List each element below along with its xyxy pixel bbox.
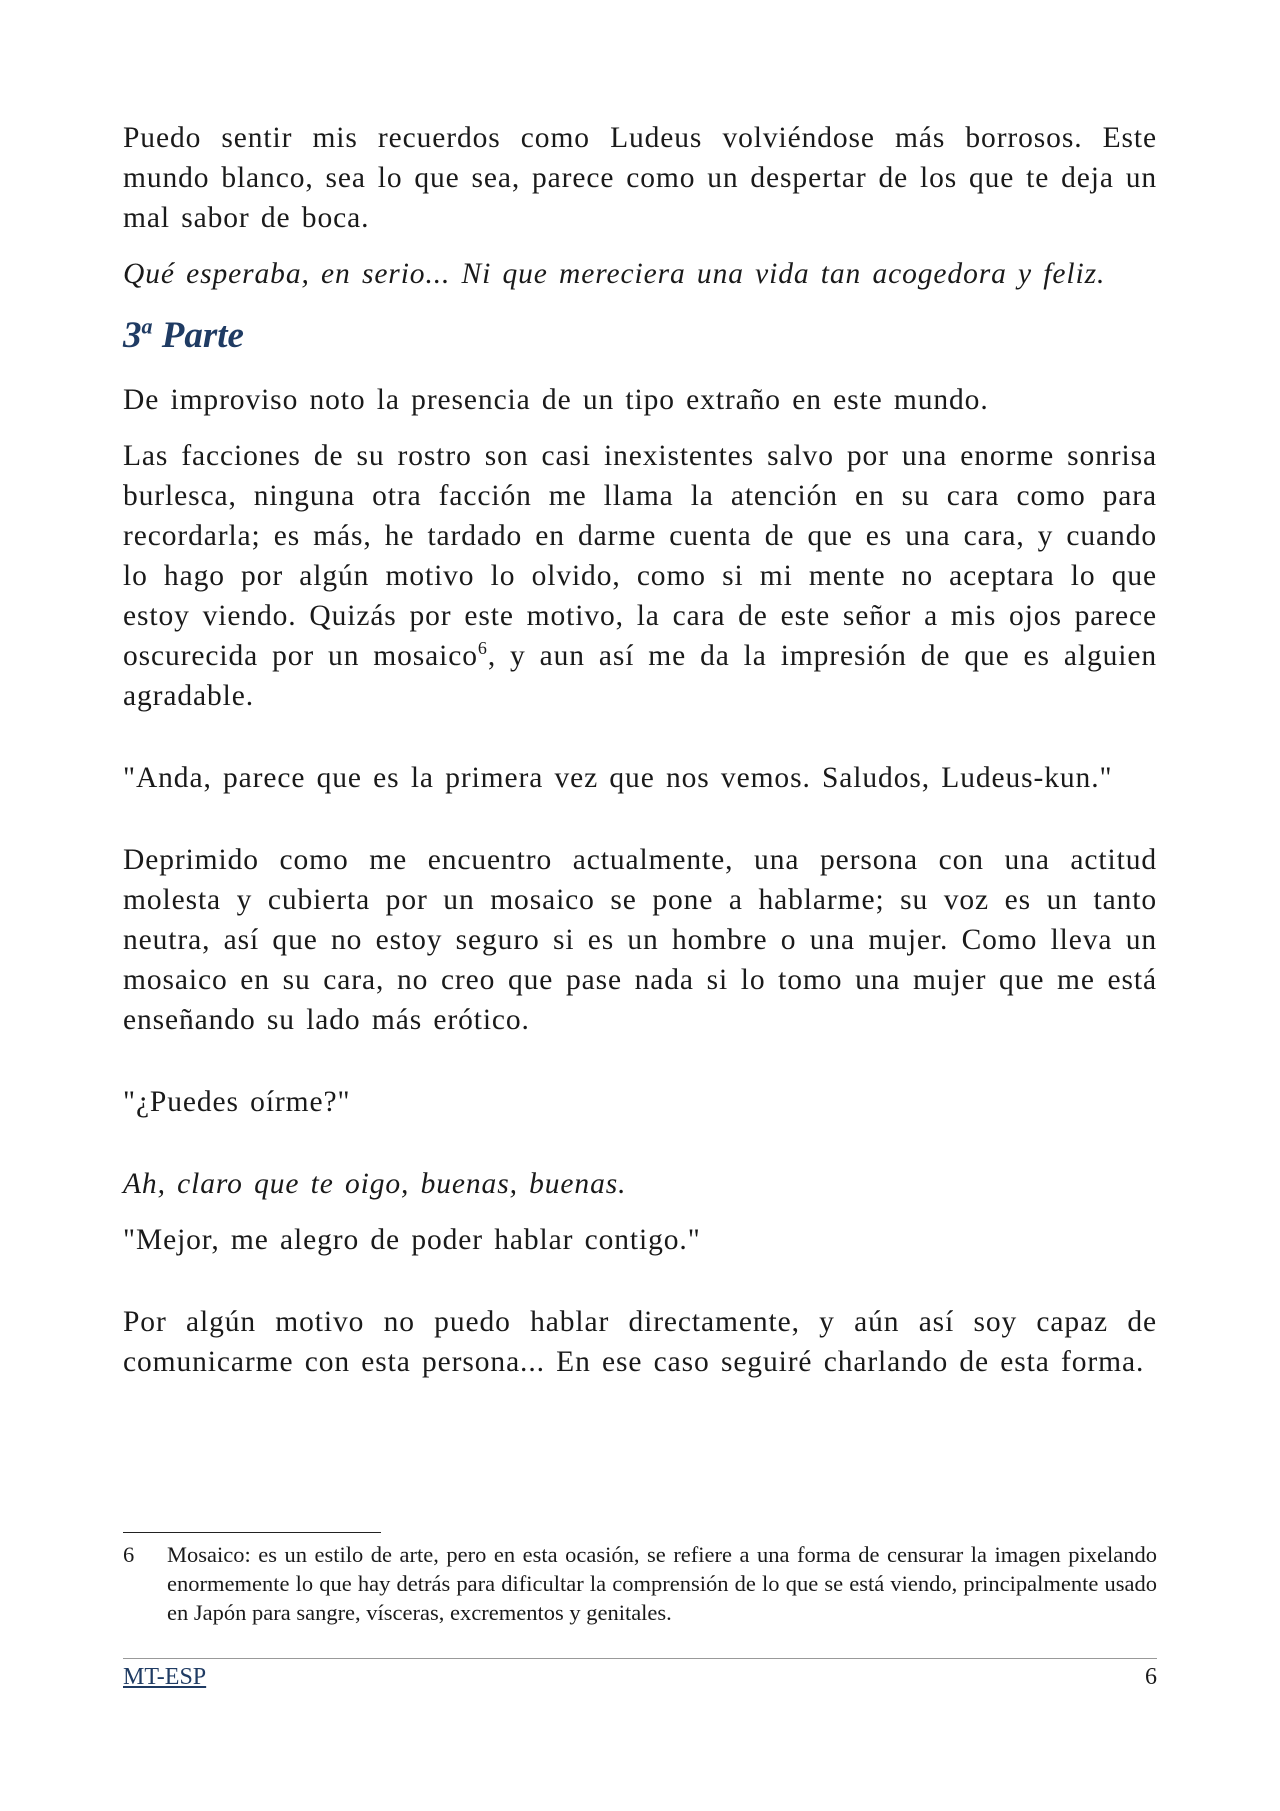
heading-word: Parte xyxy=(161,315,244,356)
heading-number: 3 xyxy=(123,315,142,356)
paragraph-6: Deprimido como me encuentro actualmente, una persona con una actitud molesta y cubierta por un mosaico se pone a hablarme; su voz es un tanto neutra, así que no estoy seguro si es un hombre o una mujer. Como lleva un mosaico en su cara, no creo que pase nada si lo tomo una mujer que me está enseñando su lado más erótico. xyxy=(123,844,1157,1036)
paragraph-5-dialogue: "Anda, parece que es la primera vez que nos vemos. Saludos, Ludeus-kun." xyxy=(123,762,1113,794)
paragraph-8-thought: Ah, claro que te oigo, buenas, buenas. xyxy=(123,1168,627,1200)
heading-ordinal: a xyxy=(141,313,153,339)
footnote-number: 6 xyxy=(123,1542,135,1567)
footnote-divider xyxy=(123,1532,381,1533)
paragraph-4-text-a: Las facciones de su rostro son casi inexistentes salvo por una enorme sonrisa burlesca, ninguna otra facción me llama la atención en su cara como para recordarla; es más, he tardado en darme cuenta de que es una cara, y cuando lo hago por algún motivo lo olvido, como si mi mente no aceptara lo que estoy viendo. Quizás por este motivo, la cara de este señor a mis ojos parece oscurecida por un mosaico xyxy=(123,440,1157,672)
paragraph-2-thought: Qué esperaba, en serio... Ni que mereciera una vida tan acogedora y feliz. xyxy=(123,258,1106,290)
page-number: 6 xyxy=(1145,1664,1157,1690)
footnote-text: Mosaico: es un estilo de arte, pero en esta ocasión, se refiere a una forma de censurar la imagen pixelando enormemente lo que hay detrás para dificultar la comprensión de lo que se está viendo, principalmente usado en Japón para sangre, vísceras, excrementos y genitales. xyxy=(167,1542,1157,1625)
footnote-reference[interactable]: 6 xyxy=(477,638,488,659)
footer-link[interactable]: MT-ESP xyxy=(123,1664,207,1690)
paragraph-4-text-b: , y aun así me da la impresión de que es alguien agradable. xyxy=(123,640,1158,712)
page-body xyxy=(123,118,1157,1398)
paragraph-7-dialogue: "¿Puedes oírme?" xyxy=(123,1086,351,1118)
paragraph-9-dialogue: "Mejor, me alegro de poder hablar contigo." xyxy=(123,1224,701,1256)
paragraph-1: Puedo sentir mis recuerdos como Ludeus volviéndose más borrosos. Este mundo blanco, sea lo que sea, parece como un despertar de los que te deja un mal sabor de boca. xyxy=(123,122,1157,234)
paragraph-10: Por algún motivo no puedo hablar directamente, y aún así soy capaz de comunicarme con esta persona... En ese caso seguiré charlando de esta forma. xyxy=(123,1306,1157,1378)
footer-divider xyxy=(123,1658,1157,1659)
paragraph-3: De improviso noto la presencia de un tipo extraño en este mundo. xyxy=(123,384,989,416)
footnote xyxy=(123,1540,1157,1627)
section-heading xyxy=(123,314,1157,358)
paragraph-4 xyxy=(123,436,1157,716)
